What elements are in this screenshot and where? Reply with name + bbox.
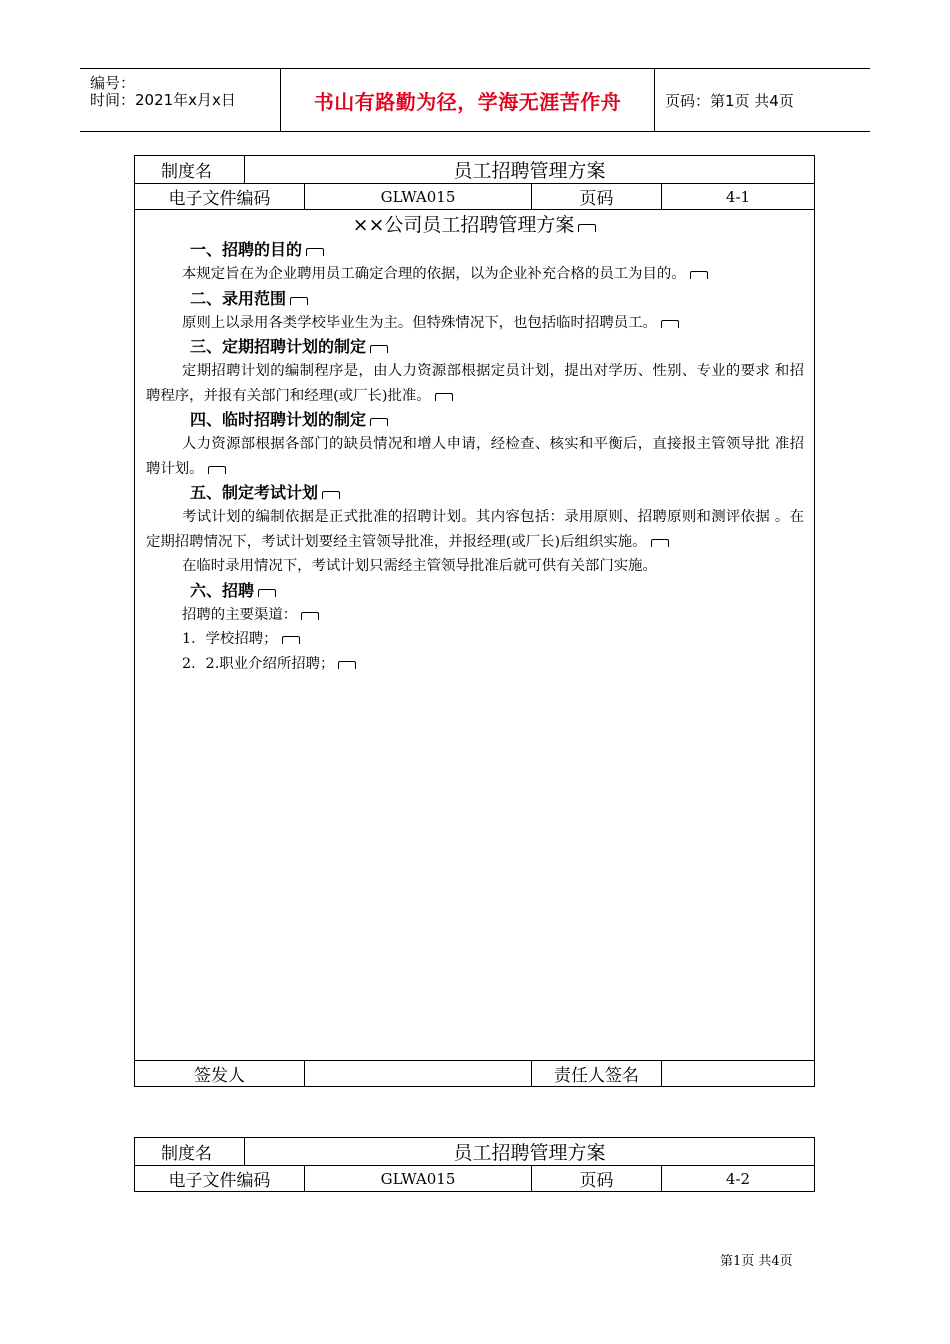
responsible-signature-field[interactable]	[662, 1061, 815, 1087]
file-code-value: GLWA015	[305, 1166, 532, 1192]
file-code-label: 电子文件编码	[135, 1166, 305, 1192]
section-paragraph: 招聘的主要渠道：	[135, 603, 814, 628]
section-paragraph: 2．2.职业介绍所招聘；	[135, 652, 814, 677]
page-value: 4-2	[662, 1166, 815, 1192]
paragraph-mark-icon	[435, 393, 453, 401]
paragraph-mark-icon	[208, 466, 226, 474]
document-number-label: 编号：	[90, 74, 136, 92]
system-name-label: 制度名	[135, 156, 245, 184]
section-paragraph: 本规定旨在为企业聘用员工确定合理的依据，以为企业补充合格的员工为目的。	[135, 262, 814, 287]
paragraph-mark-icon	[290, 297, 308, 305]
paragraph-mark-icon	[306, 248, 324, 256]
document-title: ××公司员工招聘管理方案	[135, 212, 814, 238]
document-body	[135, 210, 815, 1061]
system-name-value: 员工招聘管理方案	[245, 156, 815, 184]
paragraph-mark-icon	[661, 320, 679, 328]
paragraph-mark-icon	[370, 418, 388, 426]
section-paragraph: 1．学校招聘；	[135, 627, 814, 652]
page-label: 页码	[532, 1166, 662, 1192]
paragraph-mark-icon	[690, 271, 708, 279]
paragraph-mark-icon	[651, 539, 669, 547]
paragraph-mark-icon	[322, 491, 340, 499]
system-name-value: 员工招聘管理方案	[245, 1138, 815, 1166]
section-heading: 四、临时招聘计划的制定	[135, 408, 814, 432]
regulation-form-page-2	[134, 1137, 815, 1192]
system-name-label: 制度名	[135, 1138, 245, 1166]
motto-text: 书山有路勤为径，学海无涯苦作舟	[313, 89, 622, 114]
document-date: 时间：2021年x月x日	[90, 91, 236, 109]
section-heading: 三、定期招聘计划的制定	[135, 335, 814, 359]
page-header	[80, 68, 870, 132]
section-paragraph: 人力资源部根据各部门的缺员情况和增人申请，经检查、核实和平衡后，直接报主管领导批 准招聘计划。	[146, 436, 805, 477]
paragraph-mark-icon	[258, 589, 276, 597]
page-value: 4-1	[662, 184, 815, 210]
section-heading: 二、录用范围	[135, 287, 814, 311]
page-label: 页码	[532, 184, 662, 210]
section-paragraph: 定期招聘计划的编制程序是，由人力资源部根据定员计划，提出对学历、性别、专业的要求 和招聘程序，并报有关部门和经理(或厂长)批准。	[146, 363, 805, 404]
page-footer: 第1页 共4页	[720, 1254, 793, 1269]
file-code-label: 电子文件编码	[135, 184, 305, 210]
section-heading: 五、制定考试计划	[135, 481, 814, 505]
paragraph-mark-icon	[338, 661, 356, 669]
section-paragraph: 在临时录用情况下，考试计划只需经主管领导批准后就可供有关部门实施。	[182, 558, 657, 574]
paragraph-mark-icon	[301, 612, 319, 620]
issuer-label: 签发人	[135, 1061, 305, 1087]
document-content	[135, 210, 814, 676]
section-heading: 六、招聘	[135, 579, 814, 603]
paragraph-mark-icon	[370, 345, 388, 353]
section-heading: 一、招聘的目的	[135, 238, 814, 262]
issuer-field[interactable]	[305, 1061, 532, 1087]
regulation-form-page-1	[134, 155, 815, 1087]
section-paragraph: 原则上以录用各类学校毕业生为主。但特殊情况下，也包括临时招聘员工。	[135, 311, 814, 336]
header-page-info: 页码：第1页 共4页	[665, 91, 794, 110]
section-paragraph: 考试计划的编制依据是正式批准的招聘计划。其内容包括：录用原则、招聘原则和测评依据 。在定期招聘情况下，考试计划要经主管领导批准，并报经理(或厂长)后组织实施。	[146, 509, 805, 550]
header-meta	[80, 69, 281, 131]
file-code-value: GLWA015	[305, 184, 532, 210]
paragraph-mark-icon	[282, 636, 300, 644]
header-motto-cell	[281, 69, 655, 131]
responsible-signature-label: 责任人签名	[532, 1061, 662, 1087]
